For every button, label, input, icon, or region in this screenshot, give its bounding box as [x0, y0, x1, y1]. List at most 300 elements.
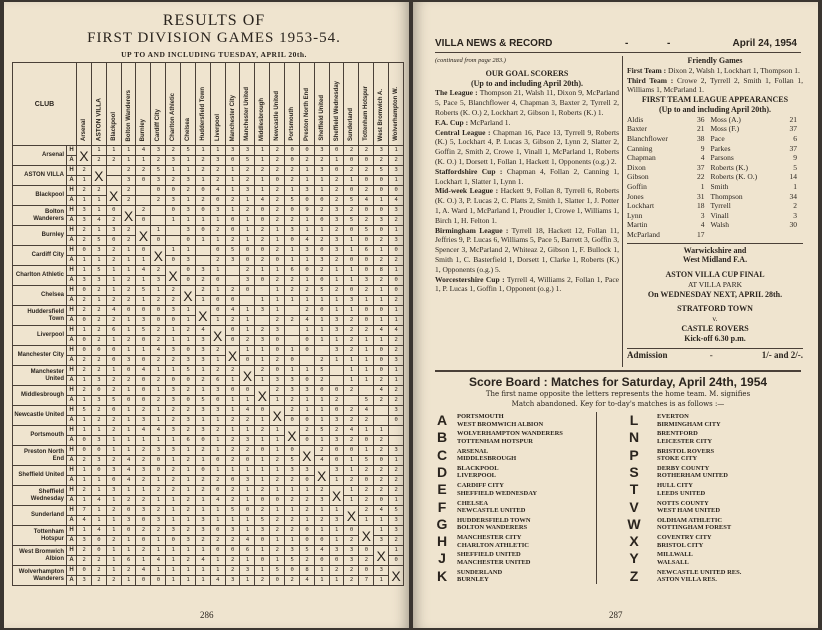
score-cell: 2 — [314, 236, 329, 246]
score-cell — [151, 216, 166, 226]
score-cell: 2 — [389, 396, 404, 406]
player-name — [711, 230, 783, 240]
score-cell — [314, 346, 329, 356]
score-cell: 1 — [314, 436, 329, 446]
home-away-marker: H — [67, 326, 77, 336]
club-name: Newcastle United — [13, 406, 67, 426]
score-cell: 0 — [166, 206, 181, 216]
birmingham-league-scorers: Birmingham League : Tyrrell 18, Hackett 12, Follan 11, Jeffries 9, P. Lucas 6, Williams 5, Pace 5, Barrett 3, Goffin 3, Spencer 3, McParland 2, Whiteaz 2, Gibson 1, F. Bullock 1, Smith 1, C. Basterfield 1, Dorsett 1, Clarke 1, Roberts (K.) 1, Opponents (o.g.) 5. — [435, 225, 619, 274]
score-cell: 1 — [299, 176, 314, 186]
score-cell — [389, 436, 404, 446]
score-cell: 0 — [359, 306, 374, 316]
results-row — [13, 196, 404, 206]
score-cell: 3 — [255, 336, 270, 346]
score-cell: 0 — [270, 496, 285, 506]
score-cell: 0 — [359, 176, 374, 186]
score-cell: 0 — [389, 416, 404, 426]
column-header — [77, 63, 92, 146]
score-cell: 1 — [181, 566, 196, 576]
player-name: Roberts (K.) — [710, 162, 748, 172]
score-cell: 1 — [314, 226, 329, 236]
score-cell: 0 — [329, 166, 344, 176]
score-cell: 3 — [166, 396, 181, 406]
score-cell: 1 — [299, 406, 314, 416]
score-cell: 0 — [181, 276, 196, 286]
appearance-count: 21 — [697, 124, 705, 134]
score-cell: 1 — [136, 436, 151, 446]
score-cell — [166, 226, 181, 236]
score-cell: 1 — [210, 446, 225, 456]
score-cell: 2 — [285, 276, 300, 286]
club-name: Sheffield United — [13, 466, 67, 486]
home-away-marker: A — [67, 376, 77, 386]
score-cell: 3 — [225, 526, 240, 536]
score-cell: 2 — [195, 286, 210, 296]
score-cell — [374, 406, 389, 416]
home-team: COVENTRY CITY — [657, 534, 712, 542]
score-cell: 2 — [225, 486, 240, 496]
score-cell: 2 — [121, 226, 136, 236]
score-cell: 2 — [121, 186, 136, 196]
score-cell: 0 — [210, 276, 225, 286]
score-cell: 3 — [106, 486, 121, 496]
column-header-label: Arsenal — [80, 118, 87, 141]
score-cell: 5 — [285, 456, 300, 466]
player-name: Martin — [627, 220, 648, 230]
score-cell — [151, 206, 166, 216]
club-name: Manchester United — [13, 366, 67, 386]
player-name: Roberts (K. O.) — [710, 172, 758, 182]
cup-final-date: On WEDNESDAY NEXT, APRIL 28th. — [647, 289, 783, 299]
score-cell: 2 — [270, 526, 285, 536]
home-away-marker: H — [67, 406, 77, 416]
score-cell — [344, 396, 359, 406]
score-cell: 0 — [195, 436, 210, 446]
score-cell: 2 — [285, 166, 300, 176]
results-row — [13, 366, 404, 376]
score-cell: 2 — [344, 346, 359, 356]
club-name: Cardiff City — [13, 246, 67, 266]
score-cell: 1 — [181, 196, 196, 206]
club-name: Manchester City — [13, 346, 67, 366]
score-cell: 1 — [121, 576, 136, 586]
score-cell: 1 — [121, 156, 136, 166]
score-cell: 2 — [240, 446, 255, 456]
self-match-cross: X — [77, 146, 92, 166]
appearance-row — [627, 163, 803, 173]
score-cell: 2 — [166, 296, 181, 306]
score-cell: 2 — [225, 316, 240, 326]
score-cell: 3 — [181, 416, 196, 426]
score-cell: 2 — [77, 486, 92, 496]
appearance-count: 6 — [793, 133, 797, 143]
score-cell: 1 — [136, 346, 151, 356]
score-cell: 1 — [91, 296, 106, 306]
results-row — [13, 286, 404, 296]
away-team: ASTON VILLA RES. — [657, 576, 717, 584]
score-cell: 0 — [121, 506, 136, 516]
score-cell: 2 — [270, 546, 285, 556]
score-cell: 0 — [240, 356, 255, 366]
score-cell: 0 — [91, 466, 106, 476]
match-fixture — [657, 482, 705, 497]
score-cell: 0 — [374, 456, 389, 466]
score-cell: 1 — [151, 566, 166, 576]
home-away-marker: A — [67, 456, 77, 466]
score-cell: 2 — [166, 176, 181, 186]
score-cell: 2 — [240, 166, 255, 176]
home-team: ARSENAL — [457, 447, 489, 455]
continued-note: (continued from page 283.) — [435, 57, 506, 64]
score-cell: 1 — [255, 296, 270, 306]
score-cell: 2 — [374, 236, 389, 246]
column-divider — [622, 56, 623, 367]
match-fixture — [657, 430, 712, 445]
appearance-row — [627, 172, 803, 182]
results-row — [13, 146, 404, 156]
score-cell: 2 — [255, 326, 270, 336]
score-cell: 1 — [210, 356, 225, 366]
score-cell: 4 — [359, 406, 374, 416]
score-cell: 1 — [374, 316, 389, 326]
score-cell: 2 — [270, 206, 285, 216]
score-cell: 3 — [91, 396, 106, 406]
match-letter: C — [436, 446, 448, 463]
column-header — [240, 63, 255, 146]
appearance-row — [627, 124, 803, 134]
score-cell: 1 — [255, 156, 270, 166]
score-cell: 1 — [151, 536, 166, 546]
score-cell: 2 — [270, 276, 285, 286]
score-cell: 1 — [121, 416, 136, 426]
player-name: Parsons — [710, 153, 734, 163]
score-cell: 1 — [121, 546, 136, 556]
score-cell: 1 — [374, 526, 389, 536]
score-cell: 0 — [344, 226, 359, 236]
appearances-heading: FIRST TEAM LEAGUE APPEARANCES — [641, 95, 789, 105]
results-row — [13, 386, 404, 396]
score-cell: 1 — [136, 296, 151, 306]
score-cell: 5 — [225, 246, 240, 256]
score-cell: 0 — [136, 356, 151, 366]
score-cell — [285, 326, 300, 336]
score-cell: 2 — [77, 226, 92, 236]
score-cell: 1 — [344, 376, 359, 386]
score-cell: 1 — [299, 166, 314, 176]
score-cell: 0 — [106, 346, 121, 356]
score-cell: 1 — [374, 296, 389, 306]
score-cell: 2 — [151, 506, 166, 516]
score-cell: 2 — [270, 216, 285, 226]
score-cell: 1 — [166, 436, 181, 446]
home-team: NEWCASTLE UNITED RES. — [657, 568, 742, 576]
score-cell: 4 — [121, 476, 136, 486]
home-team: NOTTS COUNTY — [657, 499, 709, 507]
score-cell: 1 — [314, 336, 329, 346]
score-cell: 3 — [285, 226, 300, 236]
score-cell: 4 — [151, 346, 166, 356]
score-cell: 4 — [374, 386, 389, 396]
club-name: Tottenham Hotspur — [13, 526, 67, 546]
match-fixture — [457, 430, 563, 445]
self-match-cross: X — [166, 266, 181, 286]
score-cell — [299, 356, 314, 366]
score-cell: 2 — [151, 376, 166, 386]
score-cell: 0 — [374, 356, 389, 366]
score-cell: 0 — [314, 196, 329, 206]
score-cell: 1 — [91, 516, 106, 526]
home-away-marker: A — [67, 256, 77, 266]
score-cell — [329, 366, 344, 376]
score-cell: 1 — [255, 456, 270, 466]
score-cell: 1 — [77, 526, 92, 536]
score-cell: 3 — [344, 556, 359, 566]
score-cell: 4 — [344, 426, 359, 436]
score-cell: 1 — [210, 436, 225, 446]
score-cell — [374, 416, 389, 426]
score-cell: 3 — [195, 426, 210, 436]
appearance-row — [627, 182, 803, 192]
home-away-marker: H — [67, 546, 77, 556]
player-name: Walsh — [710, 220, 730, 230]
score-cell: 1 — [314, 396, 329, 406]
score-cell: 2 — [121, 166, 136, 176]
score-cell: 2 — [299, 156, 314, 166]
score-cell: 4 — [136, 146, 151, 156]
score-cell: 0 — [329, 456, 344, 466]
score-cell: 0 — [374, 206, 389, 216]
score-cell: 3 — [240, 566, 255, 576]
column-header — [314, 63, 329, 146]
score-cell: 2 — [106, 386, 121, 396]
home-away-marker: A — [67, 276, 77, 286]
score-cell: 1 — [255, 416, 270, 426]
score-cell: 4 — [121, 456, 136, 466]
score-cell: 0 — [77, 446, 92, 456]
score-cell: 2 — [225, 446, 240, 456]
column-header-label: Sheffield United — [318, 95, 325, 141]
score-cell: 2 — [240, 416, 255, 426]
score-cell: 3 — [374, 566, 389, 576]
match-letter: E — [437, 481, 447, 498]
score-cell: 0 — [344, 156, 359, 166]
score-cell: 3 — [329, 326, 344, 336]
score-cell: 5 — [195, 396, 210, 406]
score-cell: 2 — [359, 286, 374, 296]
score-cell: 1 — [166, 576, 181, 586]
score-cell: 2 — [136, 206, 151, 216]
match-fixture — [457, 517, 531, 532]
score-cell — [225, 266, 240, 276]
match-letter: X — [629, 533, 639, 550]
score-cell: 2 — [314, 206, 329, 216]
score-cell: 1 — [181, 486, 196, 496]
score-cell: 3 — [195, 406, 210, 416]
away-team: NEWCASTLE UNITED — [457, 507, 526, 514]
score-cell: 0 — [91, 546, 106, 556]
appearance-row — [627, 153, 803, 163]
score-cell: 0 — [225, 226, 240, 236]
score-cell: 2 — [270, 146, 285, 156]
score-cell: 4 — [91, 216, 106, 226]
score-board-note-2: Match abandoned. Key for to-day's matches is as follows :— — [511, 400, 725, 408]
score-cell: 9 — [299, 206, 314, 216]
appearance-row — [627, 115, 803, 125]
club-name: Liverpool — [13, 326, 67, 346]
score-cell: 0 — [299, 476, 314, 486]
score-cell: 0 — [136, 386, 151, 396]
score-cell: 1 — [314, 526, 329, 536]
player-name: Chapman — [627, 153, 656, 163]
score-cell: 2 — [210, 226, 225, 236]
self-match-cross: X — [151, 246, 166, 266]
score-cell: 1 — [344, 276, 359, 286]
club-name: Sheffield Wednesday — [13, 486, 67, 506]
score-cell: 1 — [314, 566, 329, 576]
results-title: RESULTS OF — [162, 12, 266, 29]
score-cell: 3 — [77, 576, 92, 586]
score-cell: 0 — [359, 316, 374, 326]
column-header — [151, 63, 166, 146]
score-cell: 2 — [359, 496, 374, 506]
results-row — [13, 556, 404, 566]
appearance-row — [627, 211, 803, 221]
score-cell: 2 — [344, 336, 359, 346]
score-cell: 1 — [121, 246, 136, 256]
score-cell: 1 — [225, 516, 240, 526]
score-cell: 2 — [344, 536, 359, 546]
score-cell: 0 — [270, 256, 285, 266]
column-header — [389, 63, 404, 146]
score-cell: 2 — [359, 506, 374, 516]
score-cell: 3 — [181, 206, 196, 216]
score-cell: 1 — [299, 396, 314, 406]
score-cell: 1 — [359, 346, 374, 356]
score-cell: 1 — [77, 496, 92, 506]
results-row — [13, 216, 404, 226]
score-cell: 2 — [270, 196, 285, 206]
column-header-label: Burnley — [140, 118, 147, 141]
score-cell: 0 — [359, 156, 374, 166]
score-cell: 0 — [240, 246, 255, 256]
score-cell: 1 — [389, 146, 404, 156]
score-cell: 1 — [240, 396, 255, 406]
appearance-count: 3 — [793, 210, 797, 220]
score-cell: 1 — [314, 176, 329, 186]
home-team: HUDDERSFIELD TOWN — [457, 516, 531, 524]
score-cell: 2 — [195, 166, 210, 176]
score-cell: 0 — [285, 356, 300, 366]
score-cell: 2 — [389, 486, 404, 496]
score-cell: 2 — [299, 426, 314, 436]
score-cell: 2 — [285, 216, 300, 226]
score-cell: 3 — [151, 276, 166, 286]
score-cell: 3 — [106, 226, 121, 236]
score-cell: 0 — [255, 216, 270, 226]
score-cell: 2 — [344, 476, 359, 486]
score-cell: 2 — [314, 486, 329, 496]
score-cell: 2 — [121, 276, 136, 286]
score-cell: 1 — [389, 306, 404, 316]
score-cell: 2 — [255, 426, 270, 436]
score-cell: 3 — [225, 146, 240, 156]
appearance-count: 4 — [700, 220, 705, 230]
score-cell: 1 — [329, 306, 344, 316]
score-cell: 2 — [344, 206, 359, 216]
match-fixture — [657, 569, 741, 584]
score-cell: 3 — [91, 246, 106, 256]
column-header-label: Preston North End — [303, 87, 310, 141]
column-header-label: Middlesbrough — [259, 98, 266, 141]
central-league-scorers: Central League : Chapman 16, Pace 13, Tyrrell 9, Roberts (K.) 5, Lockhart 4, P. Lucas 3, Gibson 2, Lynn 2, Slatter 2, Goffin 2, Smith 2, Crowe 1, Vinall 1, McParland 1, Roberts (K. O.) 1, Dorsett 1, Follan 1, Hackett 1, Opponents (o.g.) 2. — [435, 127, 620, 166]
score-cell: 2 — [77, 236, 92, 246]
score-cell: 1 — [166, 516, 181, 526]
score-cell: 2 — [181, 506, 196, 516]
score-cell: 2 — [225, 196, 240, 206]
score-cell: 2 — [151, 196, 166, 206]
score-cell: 2 — [181, 426, 196, 436]
score-cell: 0 — [299, 336, 314, 346]
score-cell: 0 — [389, 186, 404, 196]
score-cell: 2 — [181, 406, 196, 416]
score-cell: 0 — [106, 356, 121, 366]
score-cell: 1 — [151, 436, 166, 446]
score-cell: 2 — [225, 536, 240, 546]
score-cell: 1 — [314, 416, 329, 426]
score-cell: 5 — [91, 266, 106, 276]
home-team: MANCHESTER CITY — [457, 534, 522, 542]
column-header — [255, 63, 270, 146]
column-header — [299, 63, 314, 146]
score-cell: 1 — [359, 426, 374, 436]
score-cell: 2 — [270, 356, 285, 366]
column-header — [210, 63, 225, 146]
score-cell: 1 — [166, 546, 181, 556]
score-cell: 1 — [344, 466, 359, 476]
appearance-count: 31 — [697, 191, 705, 201]
score-cell: 3 — [136, 506, 151, 516]
score-cell: 5 — [77, 406, 92, 416]
score-cell: 0 — [329, 446, 344, 456]
match-letter: Y — [629, 550, 639, 567]
club-name: Burnley — [13, 226, 67, 246]
match-fixture — [657, 465, 728, 480]
score-cell: 2 — [166, 486, 181, 496]
score-cell: 0 — [225, 156, 240, 166]
score-cell: 1 — [314, 186, 329, 196]
self-match-cross: X — [240, 366, 255, 386]
score-cell: 1 — [270, 536, 285, 546]
match-letter: G — [436, 515, 448, 532]
score-cell: 1 — [151, 546, 166, 556]
score-cell: 0 — [136, 246, 151, 256]
score-cell: 2 — [329, 256, 344, 266]
score-cell: 2 — [151, 296, 166, 306]
score-cell — [136, 196, 151, 206]
score-cell: 2 — [151, 336, 166, 346]
cup-team-1: STRATFORD TOWN — [677, 304, 753, 314]
score-cell: 4 — [299, 316, 314, 326]
score-cell: 3 — [166, 346, 181, 356]
results-row — [13, 486, 404, 496]
column-header-label: Liverpool — [214, 113, 221, 141]
score-cell: 2 — [344, 166, 359, 176]
score-cell: 1 — [314, 296, 329, 306]
score-cell: 2 — [91, 186, 106, 196]
score-cell: 5 — [91, 236, 106, 246]
score-cell: 3 — [329, 246, 344, 256]
column-header-label: Blackpool — [110, 112, 117, 141]
